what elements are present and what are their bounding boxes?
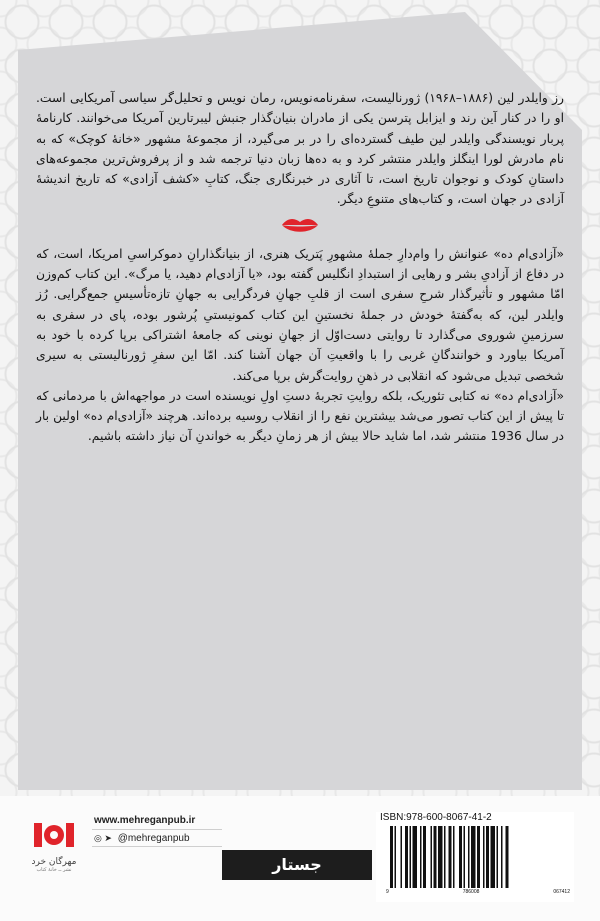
barcode-bar	[405, 826, 408, 888]
back-cover-text	[36, 88, 564, 447]
instagram-telegram-icon: ◎ ➤	[94, 833, 112, 843]
lips-ornament-icon	[280, 216, 320, 234]
barcode-bar	[395, 826, 397, 888]
barcode-digit-group-1: 786008	[462, 889, 480, 895]
barcode-bar	[431, 826, 433, 888]
barcode-bar	[477, 826, 480, 888]
lips-upper-shape	[282, 219, 318, 225]
barcode-bar	[491, 826, 496, 888]
website-link[interactable]: www.mehreganpub.ir	[94, 815, 196, 826]
barcode-digit-prefix: 9	[386, 889, 389, 895]
barcode-bar	[453, 826, 455, 888]
barcode-bar	[501, 826, 503, 888]
barcode-bar	[506, 826, 509, 888]
barcode-bar	[438, 826, 443, 888]
publisher-logo-subtext: نشر ــ خانهٔ کتاب	[36, 867, 72, 873]
barcode-bar	[449, 826, 452, 888]
barcode-bar	[468, 826, 470, 888]
publisher-contact	[92, 813, 222, 847]
publisher-logo-text: مهرگان خرد	[31, 857, 77, 867]
barcode-digit-group-2: 067412	[553, 889, 570, 895]
barcode-bar	[486, 826, 489, 888]
barcode-bar	[444, 826, 446, 888]
publisher-logo	[28, 815, 80, 885]
barcode-bar	[423, 826, 426, 888]
barcode-digits	[386, 889, 570, 895]
website-row[interactable]	[92, 813, 222, 830]
barcode-bar	[483, 826, 485, 888]
barcode-bar	[464, 826, 466, 888]
publisher-logo-icon	[32, 819, 76, 851]
isbn-label: ISBN:978-600-8067-41-2	[380, 812, 492, 823]
lips-lower-shape	[282, 225, 318, 232]
barcode-bar	[413, 826, 418, 888]
barcode-bar	[410, 826, 412, 888]
author-bio-paragraph: رز وایلدر لین (۱۸۸۶–۱۹۶۸) ژورنالیست، سفرنامه‌نویس، رمان نویس و تحلیل‌گر سیاسی آمریکایی است. او را در کنار آین رند و ایزابل پترسن یکی از مادران بنیان‌گذار جنبش لیبرتارین آمریکا می‌خوانند. کارنامهٔ پربار نویسندگی وایلدر لین طیف گسترده‌ای را در بر می‌گیرد، از مجموعهٔ مشهور «خانهٔ کوچک» که به نام مادرش لورا اینگلز وایلدر منتشر کرد و به ده‌ها زبان دنیا ترجمه شد و از پرفروش‌ترین مجموعه‌های داستانِ کودک و نوجوان تاریخ است، تا آثاری در خبرنگاری جنگ، کتابِ «کشف آزادی» که تاریخ اندیشهٔ آزادی در جهان است، و کتاب‌های متنوعِ دیگر.	[36, 91, 564, 207]
barcode-bar	[497, 826, 499, 888]
barcode-bar	[401, 826, 403, 888]
barcode-bar	[434, 826, 437, 888]
barcode-bar	[390, 826, 393, 888]
social-row[interactable]	[92, 830, 222, 847]
barcode-icon	[386, 826, 570, 890]
barcode-bar	[459, 826, 462, 888]
book-closing-paragraph: «آزادی‌ام ده» نه کتابی تئوریک، بلکه روایتِ تجربهٔ دستِ اولِ نویسنده است در مواجهه‌اش با مردمانی که تا پیش از این کتاب تصور می‌شد بیشترین نفع را از انقلاب روسیه برده‌اند. هرچند «آزادی‌ام ده» اولین بار در سال 1936 منتشر شد، اما شاید حالا بیش از هر زمانِ دیگر به خواندنِ آن نیاز داشته باشیم.	[36, 388, 564, 444]
social-handle[interactable]: @mehreganpub	[117, 833, 190, 844]
book-intro-paragraph: «آزادی‌ام ده» عنوانش را وام‌دارِ جملهٔ مشهورِ پَتریک هنری، از بنیانگذارانِ دموکراسیِ امریکا، است، که در دفاع از آزادیِ بشر و رهایی از استبدادِ انگلیس گفته بود، «یا آزادی‌ام دهید، یا مرگ». این کتاب کم‌وزن امّا مشهور و تأثیرگذار شرحِ سفری است از قلبِ جهانِ فردگرایی به جهانِ تازه‌تأسیسِ جمع‌گرایی. رُز وایلدر لین، که به‌گفتهٔ خودش در جملهٔ نخستینِ این کتاب کمونیستیِ پُرشور بوده، پای در سفری به سرزمینِ شوروی می‌گذارد تا روایتی دست‌اوّل از جهانِ نوینی که جامعهٔ اشتراکی برپا کرده با خود به آمریکا بیاورد و خوانندگانِ غربی را با واقعیتِ آن جهان آشنا کند. امّا این سفرِ ژورنالیستی به سیری شخصی تبدیل می‌شود که انقلابی در ذهنِ روایت‌گرش برپا می‌کند.	[36, 246, 564, 383]
barcode-bar	[471, 826, 476, 888]
series-label: جستار	[222, 850, 372, 880]
barcode-bar	[420, 826, 422, 888]
